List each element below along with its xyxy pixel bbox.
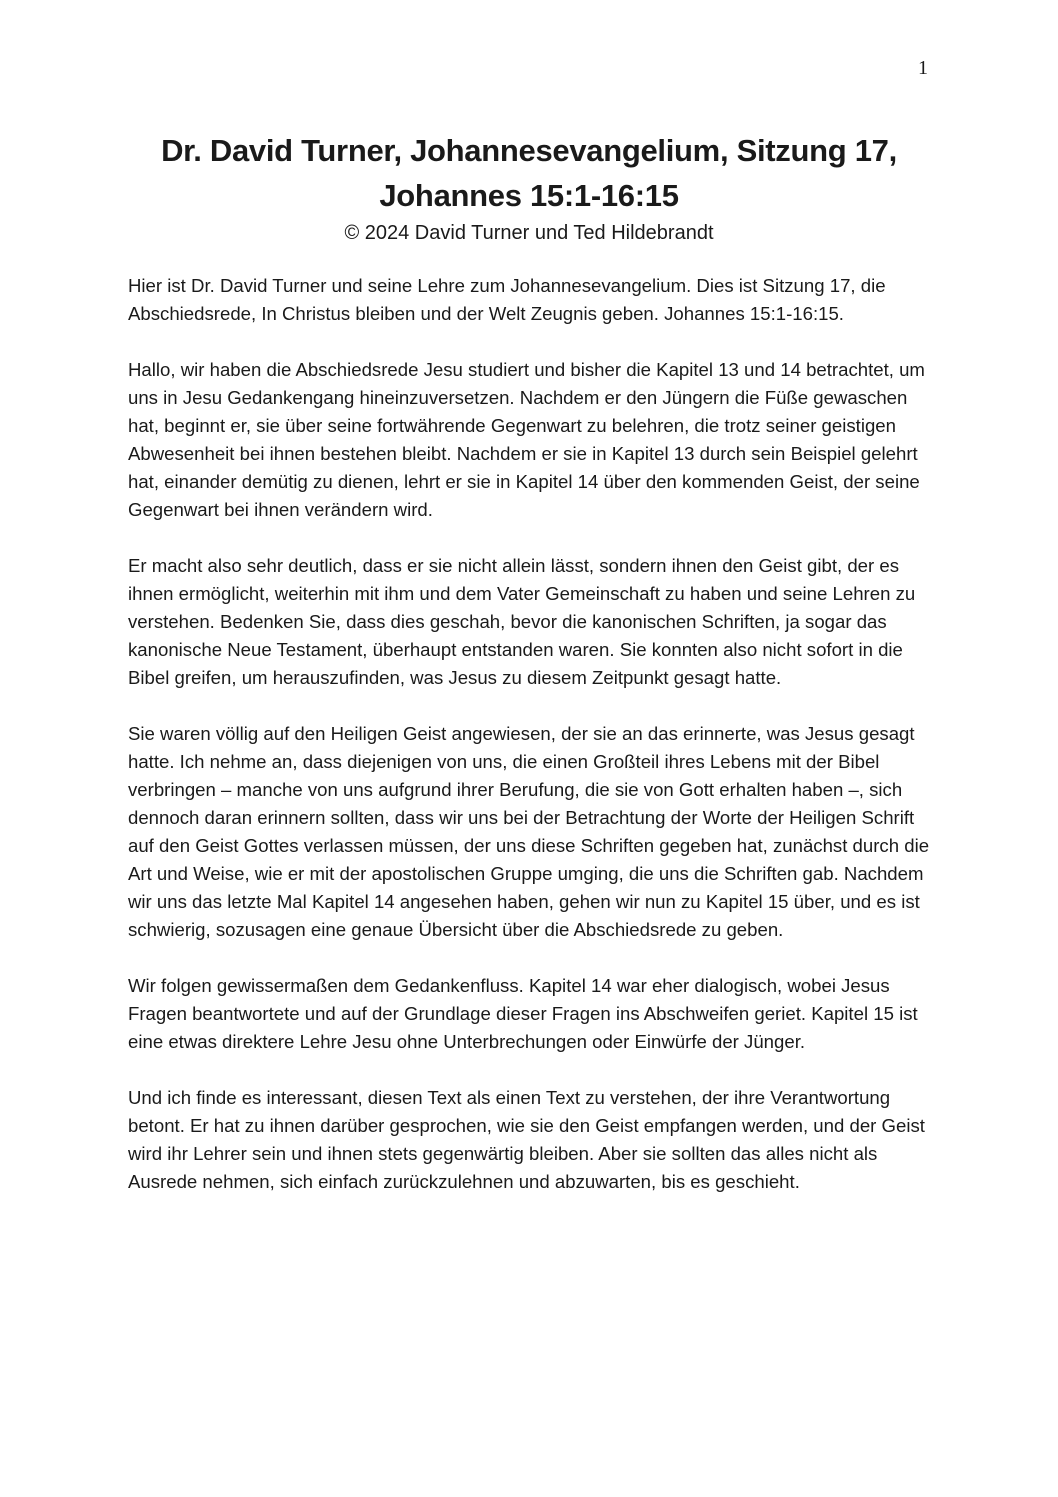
document-title-line-2: Johannes 15:1-16:15 [379,178,679,213]
document-body [128,272,934,1224]
copyright-line: © 2024 David Turner und Ted Hildebrandt [344,222,714,244]
page-number: 1 [918,57,928,79]
paragraph-intro: Hier ist Dr. David Turner und seine Lehre zum Johannesevangelium. Dies ist Sitzung 17, die Abschiedsrede, In Christus bleiben und der Welt Zeugnis geben. Johannes 15:1-16:15. [128,275,886,324]
title-block [64,128,994,247]
paragraph-hallo: Hallo, wir haben die Abschiedsrede Jesu studiert und bisher die Kapitel 13 und 14 betrachtet, um uns in Jesu Gedankengang hineinzuversetzen. Nachdem er den Jüngern die Füße gewaschen hat, beginnt er, sie über seine fortwährende Gegenwart zu belehren, die trotz seiner geistigen Abwesenheit bei ihnen bestehen bleibt. Nachdem er sie in Kapitel 13 durch sein Beispiel gelehrt hat, einander demütig zu dienen, lehrt er sie in Kapitel 14 über den kommenden Geist, der seine Gegenwart bei ihnen verändern wird. [128,359,925,520]
paragraph-gedankenfluss: Wir folgen gewissermaßen dem Gedankenfluss. Kapitel 14 war eher dialogisch, wobei Jesus Fragen beantwortete und auf der Grundlage dieser Fragen ins Abschweifen geriet. Kapitel 15 ist eine etwas direktere Lehre Jesu ohne Unterbrechungen oder Einwürfe der Jünger. [128,975,918,1052]
document-title-line-1: Dr. David Turner, Johannesevangelium, Sitzung 17, [161,133,897,168]
paragraph-geist: Er macht also sehr deutlich, dass er sie nicht allein lässt, sondern ihnen den Geist gibt, der es ihnen ermöglicht, weiterhin mit ihm und dem Vater Gemeinschaft zu haben und seine Lehren zu verstehen. Bedenken Sie, dass dies geschah, bevor die kanonischen Schriften, ja sogar das kanonische Neue Testament, überhaupt entstanden waren. Sie konnten also nicht sofort in die Bibel greifen, um herauszufinden, was Jesus zu diesem Zeitpunkt gesagt hatte. [128,555,916,688]
paragraph-heiliger-geist: Sie waren völlig auf den Heiligen Geist angewiesen, der sie an das erinnerte, was Jesus gesagt hatte. Ich nehme an, dass diejenigen von uns, die einen Großteil ihres Lebens mit der Bibel verbringen – manche von uns aufgrund ihrer Berufung, die sie von Gott erhalten haben –, sich dennoch daran erinnern sollten, dass wir uns bei der Betrachtung der Worte der Heiligen Schrift auf den Geist Gottes verlassen müssen, der uns diese Schriften gegeben hat, zunächst durch die Art und Weise, wie er mit der apostolischen Gruppe umging, die uns die Schriften gab. Nachdem wir uns das letzte Mal Kapitel 14 angesehen haben, gehen wir nun zu Kapitel 15 über, und es ist schwierig, sozusagen eine genaue Übersicht über die Abschiedsrede zu geben. [128,723,930,940]
paragraph-verantwortung: Und ich finde es interessant, diesen Text als einen Text zu verstehen, der ihre Verantwortung betont. Er hat zu ihnen darüber gesprochen, wie sie den Geist empfangen werden, und der Geist wird ihr Lehrer sein und ihnen stets gegenwärtig bleiben. Aber sie sollten das alles nicht als Ausrede nehmen, sich einfach zurückzulehnen und abzuwarten, bis es geschieht. [128,1087,925,1192]
